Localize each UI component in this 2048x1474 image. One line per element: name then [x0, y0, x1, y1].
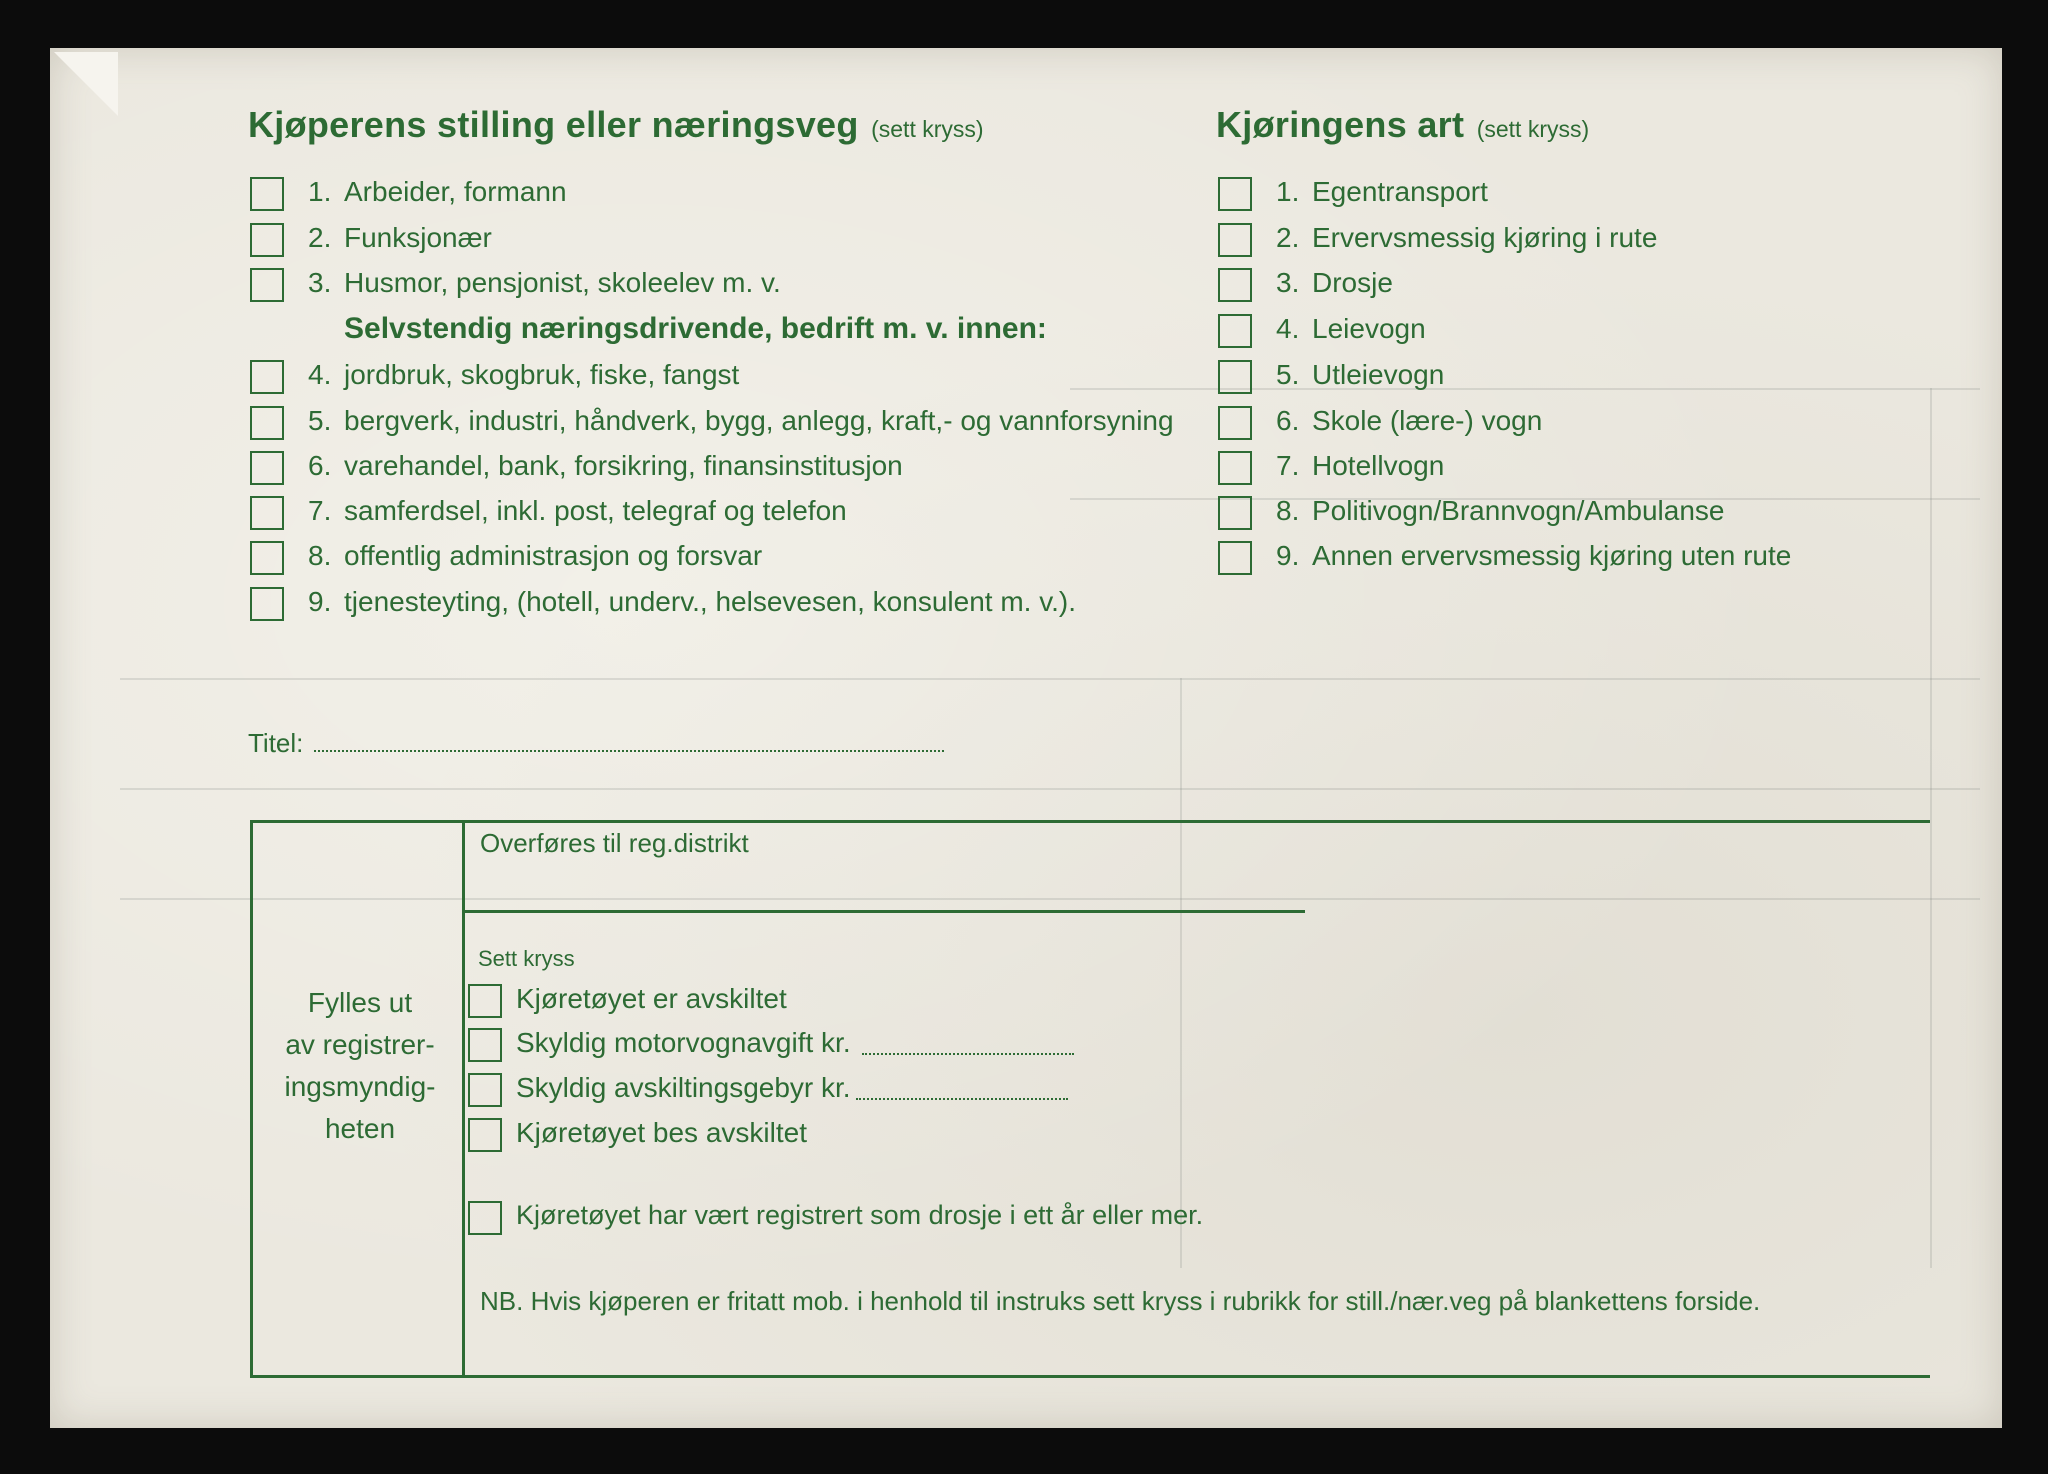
driving-checkbox-2[interactable]: [1218, 223, 1252, 257]
item-label: Politivogn/Brannvogn/Ambulanse: [1312, 495, 1725, 526]
driving-item-1: [1276, 176, 1488, 208]
driving-type-hint: (sett kryss): [1476, 116, 1590, 142]
deregistration-fee-amount-line[interactable]: [856, 1098, 1068, 1100]
item-label: Skole (lære-) vogn: [1312, 405, 1543, 436]
driving-checkbox-8[interactable]: [1218, 496, 1252, 530]
driving-checkbox-5[interactable]: [1218, 360, 1252, 394]
occupation-item-8: [308, 540, 762, 572]
deregistered-label: Kjøretøyet er avskiltet: [516, 983, 787, 1014]
motor-tax-label: Skyldig motorvognavgift kr.: [516, 1027, 851, 1058]
nb-note: NB. Hvis kjøperen er fritatt mob. i henhold til instruks sett kryss i rubrikk for still./nær.veg på blankettens forside.: [480, 1286, 1761, 1316]
item-number: 2.: [1276, 222, 1300, 253]
title-input-line[interactable]: [314, 750, 944, 752]
deregistered-checkbox[interactable]: [468, 984, 502, 1018]
item-number: 7.: [308, 495, 332, 526]
item-number: 6.: [1276, 405, 1300, 436]
item-label: Annen ervervsmessig kjøring uten rute: [1312, 540, 1792, 571]
form-page: [50, 48, 2002, 1428]
driving-type-title: Kjøringens art: [1216, 104, 1465, 145]
deregistration-fee-checkbox[interactable]: [468, 1073, 502, 1107]
showthrough-line: [120, 788, 1980, 790]
motor-tax-checkbox[interactable]: [468, 1028, 502, 1062]
item-label: jordbruk, skogbruk, fiske, fangst: [344, 359, 740, 390]
item-label: Funksjonær: [344, 222, 492, 253]
showthrough-line: [120, 898, 1980, 900]
item-label: samferdsel, inkl. post, telegraf og telefon: [344, 495, 847, 526]
occupation-item-7: [308, 495, 847, 527]
item-number: 8.: [1276, 495, 1300, 526]
transfer-field-line[interactable]: [465, 910, 1305, 913]
buyer-occupation-hint: (sett kryss): [871, 116, 984, 142]
occupation-checkbox-5[interactable]: [250, 406, 284, 440]
transfer-label: Overføres til reg.distrikt: [480, 828, 749, 858]
occupation-checkbox-9[interactable]: [250, 587, 284, 621]
deregistration-fee-label: Skyldig avskiltingsgebyr kr.: [516, 1072, 851, 1103]
driving-checkbox-6[interactable]: [1218, 406, 1252, 440]
item-label: Drosje: [1312, 267, 1393, 298]
registry-box-top-rule: [250, 820, 1930, 823]
registry-side-label: [265, 982, 455, 1150]
driving-checkbox-9[interactable]: [1218, 541, 1252, 575]
title-label: Titel:: [248, 728, 304, 758]
item-number: 4.: [1276, 313, 1300, 344]
occupation-checkbox-1[interactable]: [250, 177, 284, 211]
taxi-history-label: Kjøretøyet har vært registrert som drosje i ett år eller mer.: [516, 1200, 1204, 1230]
item-number: 5.: [1276, 359, 1300, 390]
driving-item-2: [1276, 222, 1657, 254]
item-number: 2.: [308, 222, 332, 253]
motor-tax-amount-line[interactable]: [862, 1053, 1074, 1055]
showthrough-line: [120, 678, 1980, 680]
occupation-item-4: [308, 359, 739, 391]
occupation-checkbox-8[interactable]: [250, 541, 284, 575]
item-number: 3.: [308, 267, 332, 298]
driving-item-3: [1276, 267, 1393, 299]
request-deregistration-label: Kjøretøyet bes avskiltet: [516, 1117, 807, 1148]
occupation-checkbox-6[interactable]: [250, 451, 284, 485]
sett-kryss-label: Sett kryss: [478, 946, 575, 971]
showthrough-line: [1180, 678, 1182, 1268]
occupation-item-3: [308, 267, 781, 299]
occupation-item-5: [308, 405, 1174, 437]
occupation-checkbox-3[interactable]: [250, 268, 284, 302]
driving-item-7: [1276, 450, 1444, 482]
registry-box-divider: [462, 820, 465, 1378]
occupation-item-6: [308, 450, 903, 482]
item-label: Egentransport: [1312, 176, 1488, 207]
item-number: 5.: [308, 405, 332, 436]
occupation-item-2: [308, 222, 492, 254]
driving-item-5: [1276, 359, 1444, 391]
driving-checkbox-7[interactable]: [1218, 451, 1252, 485]
driving-type-heading: [1216, 104, 1589, 146]
registry-box-left-rule: [250, 820, 253, 1378]
occupation-checkbox-4[interactable]: [250, 360, 284, 394]
registry-box-bottom-rule: [250, 1375, 1930, 1378]
item-label: Ervervsmessig kjøring i rute: [1312, 222, 1658, 253]
driving-checkbox-3[interactable]: [1218, 268, 1252, 302]
driving-checkbox-1[interactable]: [1218, 177, 1252, 211]
driving-item-9: [1276, 540, 1791, 572]
item-label: varehandel, bank, forsikring, finansinstitusjon: [344, 450, 903, 481]
item-label: tjenesteyting, (hotell, underv., helsevesen, konsulent m. v.).: [344, 586, 1077, 617]
occupation-checkbox-2[interactable]: [250, 223, 284, 257]
item-label: Leievogn: [1312, 313, 1426, 344]
buyer-occupation-heading: [248, 104, 984, 146]
request-deregistration-checkbox[interactable]: [468, 1118, 502, 1152]
folded-corner: [54, 52, 118, 116]
item-label: bergverk, industri, håndverk, bygg, anlegg, kraft,- og vannforsyning: [344, 405, 1174, 436]
item-number: 7.: [1276, 450, 1300, 481]
item-label: Utleievogn: [1312, 359, 1445, 390]
item-number: 6.: [308, 450, 332, 481]
item-label: Arbeider, formann: [344, 176, 567, 207]
showthrough-line: [1070, 388, 1980, 390]
side-label-line: heten: [324, 1113, 396, 1144]
driving-checkbox-4[interactable]: [1218, 314, 1252, 348]
item-number: 1.: [308, 176, 332, 207]
occupation-checkbox-7[interactable]: [250, 496, 284, 530]
side-label-line: av registrer-: [285, 1029, 435, 1060]
item-label: Husmor, pensjonist, skoleelev m. v.: [344, 267, 781, 298]
item-label: Hotellvogn: [1312, 450, 1445, 481]
business-subheading: Selvstendig næringsdrivende, bedrift m. v. innen:: [344, 312, 1047, 345]
side-label-line: Fylles ut: [307, 987, 413, 1018]
side-label-line: ingsmyndig-: [284, 1071, 436, 1102]
taxi-history-checkbox[interactable]: [468, 1201, 502, 1235]
buyer-occupation-title: Kjøperens stilling eller næringsveg: [248, 104, 859, 145]
driving-item-4: [1276, 313, 1426, 345]
driving-item-8: [1276, 495, 1724, 527]
item-number: 1.: [1276, 176, 1300, 207]
item-label: offentlig administrasjon og forsvar: [344, 540, 763, 571]
item-number: 4.: [308, 359, 332, 390]
showthrough-line: [1930, 388, 1932, 1268]
occupation-item-9: [308, 586, 1076, 618]
item-number: 9.: [1276, 540, 1300, 571]
item-number: 9.: [308, 586, 332, 617]
item-number: 3.: [1276, 267, 1300, 298]
item-number: 8.: [308, 540, 332, 571]
driving-item-6: [1276, 405, 1542, 437]
occupation-item-1: [308, 176, 567, 208]
